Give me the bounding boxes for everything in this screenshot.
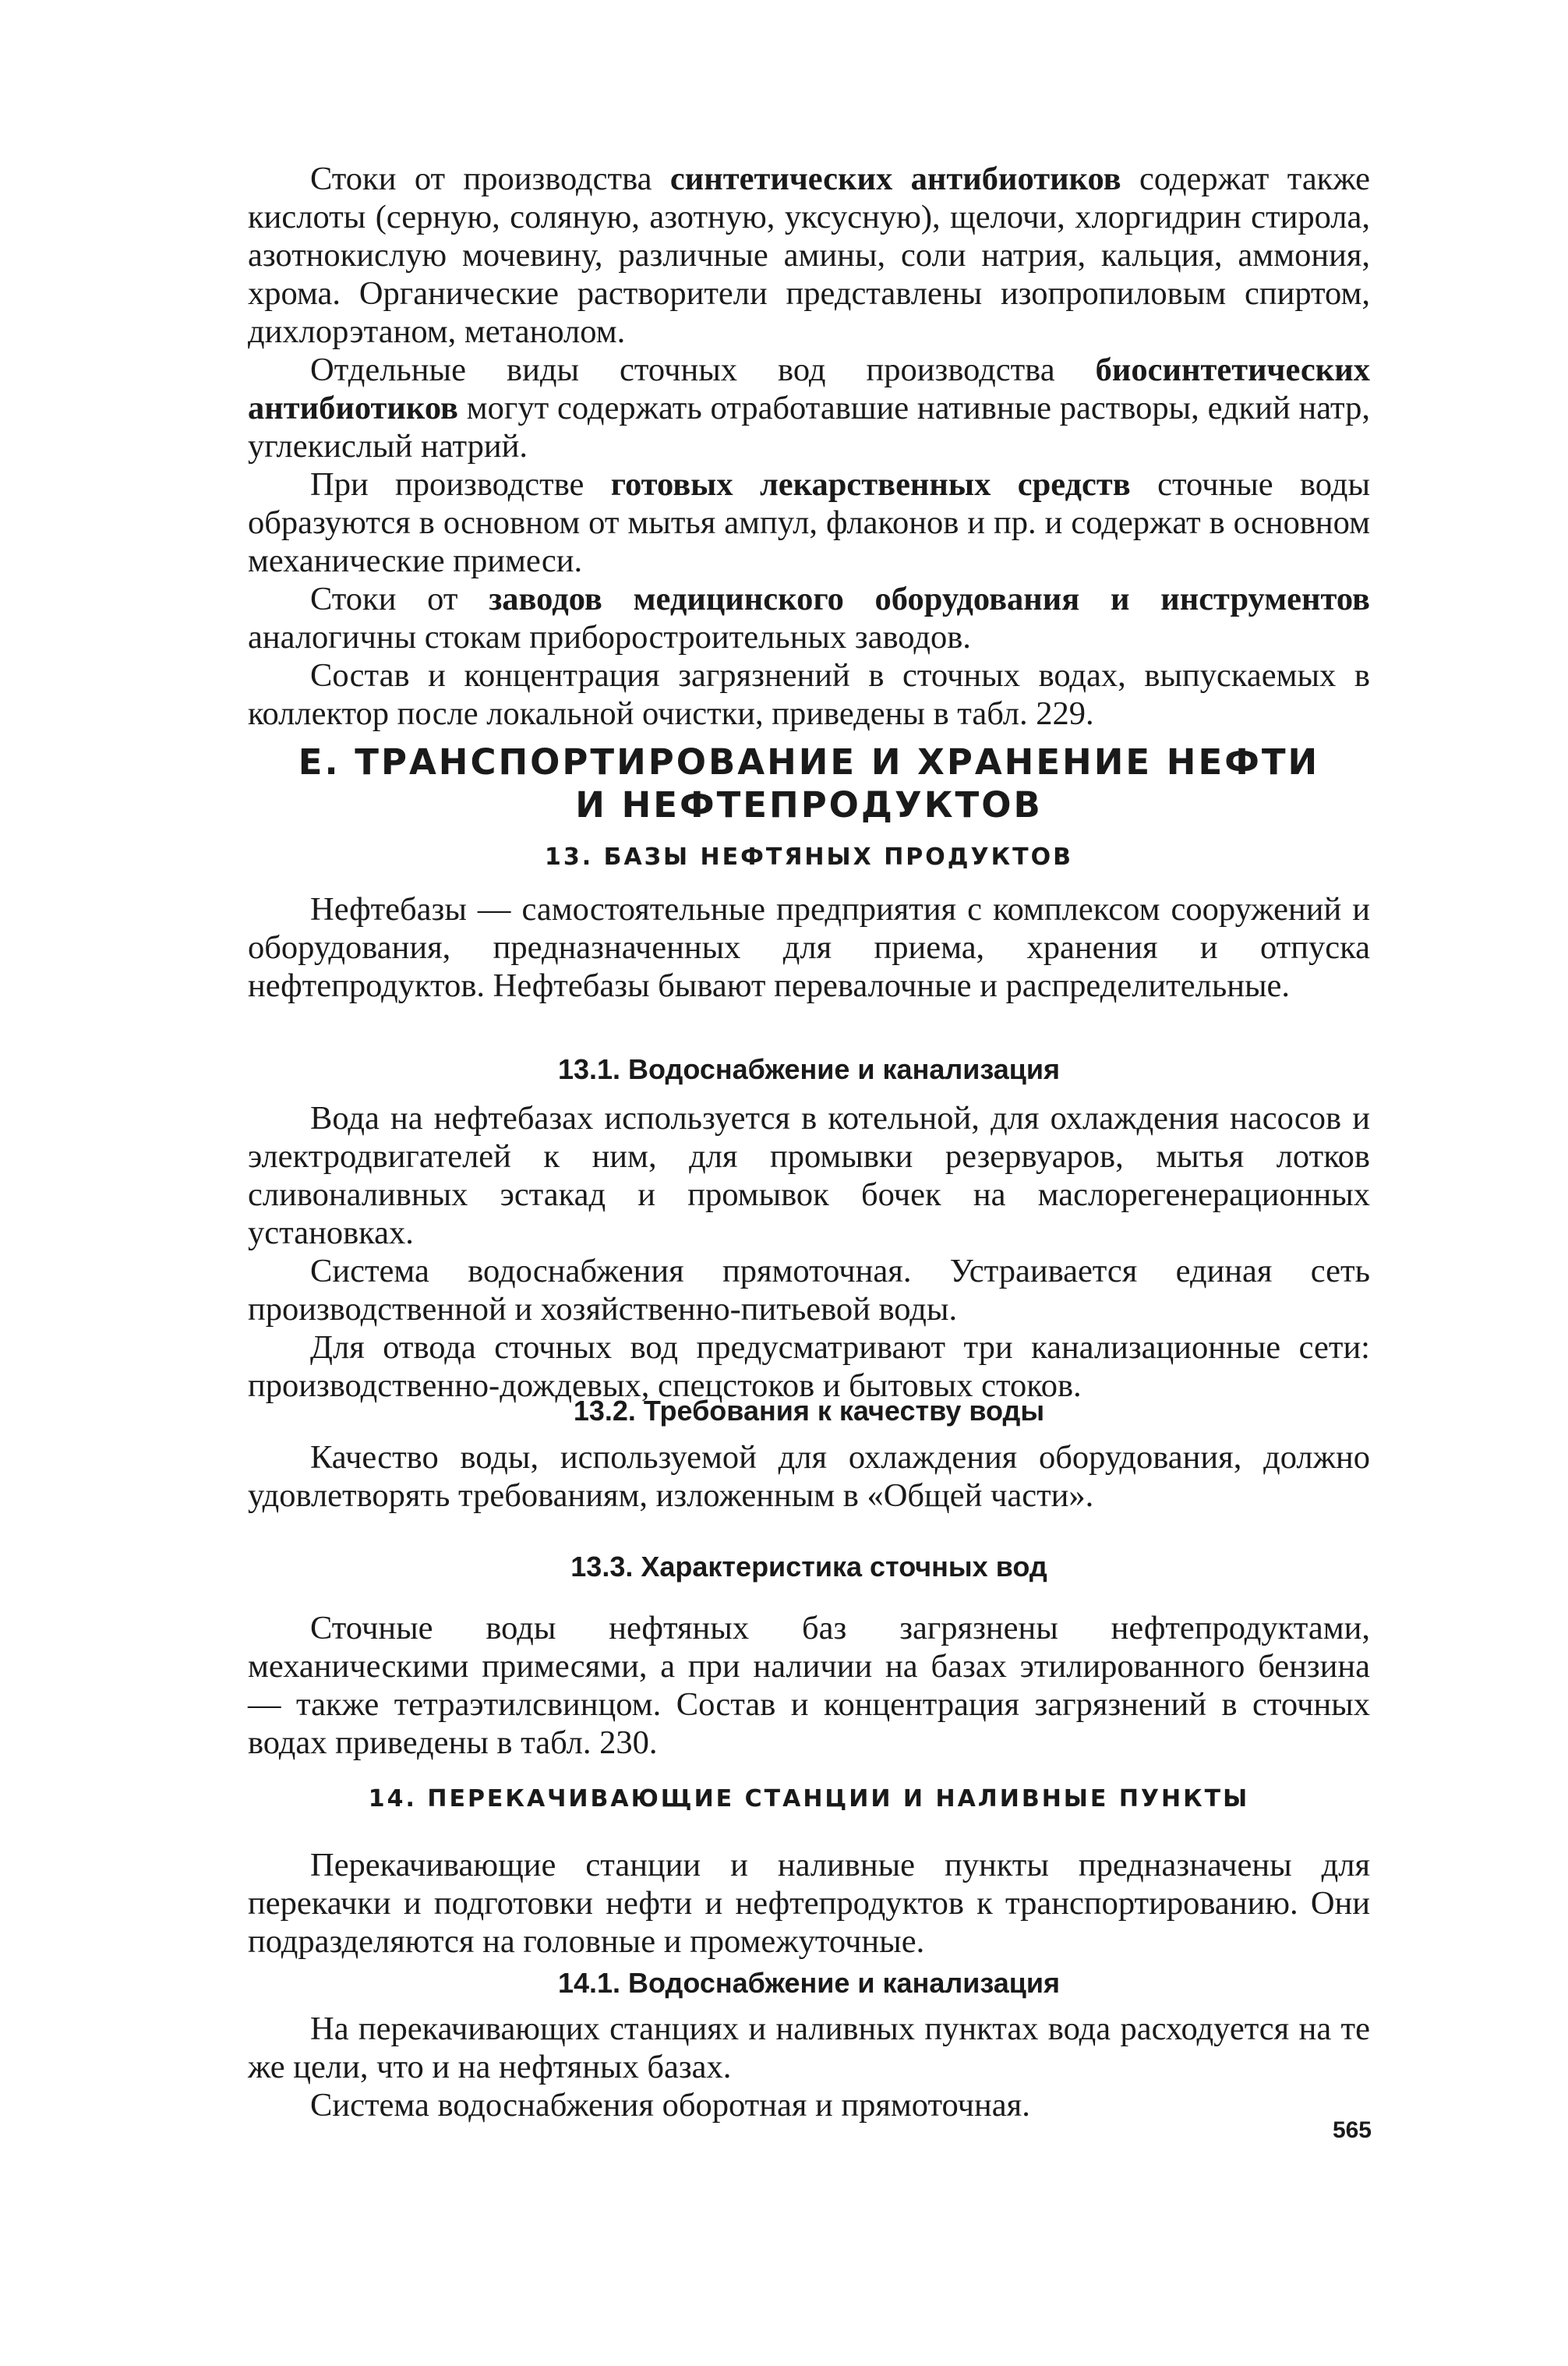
- paragraph: Система водоснабжения прямоточная. Устраивается единая сеть производственной и хозяйственно-питьевой воды.: [248, 1253, 1370, 1328]
- paragraph: Система водоснабжения оборотная и прямоточная.: [310, 2087, 1030, 2124]
- text-run: могут содержать отработавшие нативные растворы, едкий натр, углекислый натрий.: [248, 390, 1370, 465]
- subsection-13-2-title: 13.2. Требования к качеству воды: [573, 1395, 1045, 1427]
- subsection-13-3-title: 13.3. Характеристика сточных вод: [570, 1551, 1047, 1583]
- paragraph: На перекачивающих станциях и наливных пунктах вода расходуется на те же цели, что и на нефтяных базах.: [248, 2011, 1370, 2085]
- paragraph: Состав и концентрация загрязнений в сточных водах, выпускаемых в коллектор после локальной очистки, приведены в табл. 229.: [248, 657, 1370, 732]
- paragraph: Вода на нефтебазах используется в котельной, для охлаждения насосов и электродвигателей к ним, для промывки резервуаров, мытья лотков сливоналивных эстакад и промывок бочек на маслорегенерационных установках.: [248, 1100, 1370, 1251]
- text-run: При производстве: [310, 466, 611, 503]
- text-run: сточные воды образуются в основном от мытья ампул, флаконов и пр. и содержат в основном механические примеси.: [248, 466, 1371, 579]
- emphasis-text: готовых лекарственных средств: [610, 466, 1131, 503]
- subsection-13-1-title: 13.1. Водоснабжение и канализация: [557, 1053, 1061, 1085]
- subsection-13-1-body: [248, 1099, 1370, 1405]
- section-13-intro: [248, 890, 1370, 1005]
- page-number: 565: [1332, 2117, 1372, 2143]
- subsection-13-3-body: [248, 1609, 1370, 1762]
- subsection-14-1-title: 14.1. Водоснабжение и канализация: [557, 1967, 1061, 1999]
- text-run: Стоки от: [310, 581, 489, 617]
- part-title-line1: Е. ТРАНСПОРТИРОВАНИЕ И ХРАНЕНИЕ НЕФТИ: [298, 741, 1320, 783]
- section-13-title: 13. БАЗЫ НЕФТЯНЫХ ПРОДУКТОВ: [545, 843, 1073, 871]
- paragraph: [248, 580, 1370, 656]
- paragraph: [248, 351, 1370, 465]
- paragraph: Перекачивающие станции и наливные пункты предназначены для перекачки и подготовки нефти и нефтепродуктов к транспортированию. Они подразделяются на головные и промежуточные.: [248, 1847, 1370, 1960]
- part-title-line2: И НЕФТЕПРОДУКТОВ: [575, 784, 1043, 826]
- text-run: аналогичны стокам приборостроительных заводов.: [248, 619, 971, 656]
- paragraph: [248, 465, 1370, 580]
- section-14-intro: [248, 1846, 1370, 1961]
- paragraph: Нефтебазы — самостоятельные предприятия с комплексом сооружений и оборудования, предназначенных для приема, хранения и отпуска нефтепродуктов. Нефтебазы бывают перевалочные и распределительные.: [248, 891, 1370, 1004]
- paragraph: Для отвода сточных вод предусматривают три канализационные сети: производственно-дождевых, спецстоков и бытовых стоков.: [248, 1329, 1370, 1404]
- section-14-title: 14. ПЕРЕКАЧИВАЮЩИЕ СТАНЦИИ И НАЛИВНЫЕ ПУНКТЫ: [368, 1785, 1250, 1813]
- paragraph: [248, 160, 1370, 351]
- text-run: Отдельные виды сточных вод производства: [310, 352, 1096, 388]
- emphasis-text: заводов медицинского оборудования и инструментов: [489, 581, 1370, 617]
- text-run: содержат также кислоты (серную, соляную, азотную, уксусную), щелочи, хлоргидрин стирола, азотнокислую мочевину, различные амины, соли натрия, кальция, аммония, хрома. Органические растворители представлены изопропиловым спиртом, дихлорэтаном, метанолом.: [248, 161, 1370, 350]
- text-run: Стоки от производства: [310, 161, 670, 197]
- paragraph: Сточные воды нефтяных баз загрязнены нефтепродуктами, механическими примесями, а при наличии на базах этилированного бензина — также тетраэтилсвинцом. Состав и концентрация загрязнений в сточных водах приведены в табл. 230.: [248, 1610, 1370, 1761]
- subsection-14-1-body: [248, 2010, 1370, 2124]
- intro-block: [248, 160, 1370, 733]
- paragraph: Качество воды, используемой для охлаждения оборудования, должно удовлетворять требованиям, изложенным в «Общей части».: [248, 1439, 1370, 1514]
- emphasis-text: синтетических антибиотиков: [669, 161, 1121, 197]
- subsection-13-2-body: [248, 1438, 1370, 1515]
- emphasis-text: биосинтетических антибиотиков: [248, 352, 1370, 426]
